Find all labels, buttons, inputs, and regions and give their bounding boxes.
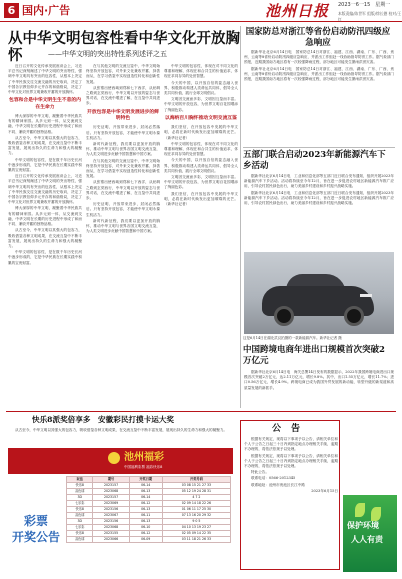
table-cell: 3D bbox=[67, 495, 93, 501]
paragraph: 从张骞出使西域到郑和七下西洋，从丝绸之路到玄奘西行，中华文明以开放的姿态与世界对话，在交流中增进了解，在互鉴中共同进步。 bbox=[86, 180, 160, 201]
table-cell: 2023157 bbox=[93, 483, 129, 489]
column-header: 玩法 bbox=[67, 477, 93, 483]
headline-cross-border-ecommerce: 中国跨境电商年进出口规模首次突破2万亿元 bbox=[243, 345, 385, 366]
table-cell: 06-09 bbox=[129, 537, 162, 543]
editor-credits: 本版责编/陈世军 组版/徐长德 校对/王红 bbox=[338, 11, 402, 22]
paragraph: 今天的中国，以开放自信的姿态融入世界，积极推动构建人类命运共同体，倡导全人类共同价值，践行全球文明倡议。 bbox=[164, 80, 238, 96]
paragraph: 从古至今，中华文明以其强大的包容力，吸收借鉴各种文明成果，在交流互鉴中不断丰富发展，展现出持久的生命力和强大的凝聚力。 bbox=[8, 135, 82, 156]
paragraph: 从古至今，中华文明以其强大的包容力，吸收借鉴各种文明成果，在交流互鉴中不断丰富发展，展现出持久的生命力和强大的凝聚力。 bbox=[15, 428, 228, 432]
article-column-3 bbox=[164, 64, 238, 404]
table-cell: 2023068 bbox=[93, 525, 129, 531]
article-subhead: 开放包容是中华文明发展进步的鲜明特色 bbox=[87, 109, 159, 122]
section-divider bbox=[6, 411, 396, 412]
table-cell: 03 11 18 21 26 33 bbox=[162, 537, 230, 543]
table-cell: 双色球 bbox=[67, 513, 93, 519]
table-cell: 02 09 14 18 22 26 bbox=[162, 501, 230, 507]
paragraph: 从张骞出使西域到郑和七下西洋，从丝绸之路到玄奘西行，中华文明以开放的姿态与世界对话，在交流中增进了解，在互鉴中共同进步。 bbox=[86, 85, 160, 106]
table-cell: 快乐8 bbox=[67, 483, 93, 489]
main-headline: 从中华文明包容性看中华文化开放胸怀 bbox=[8, 30, 240, 64]
car-wheel-shape bbox=[344, 306, 364, 326]
table-cell: 七乐彩 bbox=[67, 525, 93, 531]
lottery-article bbox=[8, 428, 236, 446]
lottery-ad bbox=[8, 448, 233, 572]
article-ev-countryside bbox=[244, 174, 394, 250]
paragraph: 新时代新征程，我们要以更加开放的胸怀，推动中华文明与世界各国文明交流互鉴，为人类文明进步贡献中国智慧和中国方案。 bbox=[86, 218, 160, 234]
notice-title: 公告 bbox=[271, 424, 310, 434]
table-cell: 2023157 bbox=[93, 495, 129, 501]
table-cell: 双色球 bbox=[67, 537, 93, 543]
paragraph: 中华文明的包容性，是在数千年历史长河中逐步形成的，它是中华民族在长期实践中积累的宝贵财富。 bbox=[8, 250, 82, 265]
public-notice bbox=[240, 420, 340, 570]
table-cell: 07 13 16 20 29 32 bbox=[162, 513, 230, 519]
paragraph: 据新华社北京6月14日电 国家防总14日对浙江、福建、江西、湖南、广东、广西、贵州、云南等8省份启动防汛四级应急响应，并派出工作组赴一线协助指导防汛工作。据气象部门预报，近期我国南方地区将有一次较强降雨过程，部分地区可能发生暴雨洪涝灾害。 bbox=[244, 66, 394, 82]
column-divider bbox=[240, 26, 241, 408]
table-cell: 06-13 bbox=[129, 507, 162, 513]
section-title: 国内·广告 bbox=[22, 4, 71, 17]
car-headlight-shape bbox=[360, 294, 372, 297]
paragraph: 根据有关规定，现将以下事项予以公告，请相关单位和个人于公告之日起三十日内到指定地点办理相关手续，逾期不办理的，将依法依规予以处理。 bbox=[244, 437, 338, 452]
paragraph: 根据有关规定，现将以下事项予以公告，请相关单位和个人于公告之日起三十日内到指定地点办理相关手续，逾期不办理的，将依法依规予以处理。 bbox=[244, 453, 338, 469]
paragraph: 在与其他文明的交流互鉴中，中华文明始终坚持开放包容，对外来文化兼收并蓄、择善而从，在学习借鉴中实现创造性转化和创新性发展。 bbox=[86, 64, 160, 84]
headline-flood-response: 国家防总对浙江等省份启动防汛四级应急响应 bbox=[245, 27, 391, 48]
lottery-subtitle: 中国福利彩票 福彩快乐8 bbox=[124, 465, 163, 469]
table-cell: 2023066 bbox=[93, 537, 129, 543]
paragraph: 据新华社北京6月14日电 海关总署14日发布的数据显示，2022年我国跨境电商进出口规模首次突破2万亿元，达2.11万亿元，增长9.8%。其中，出口1.55万亿元，增长11.7%；进口0.56万亿元，增长4.9%。跨境电商已成为我国外贸发展的新动能、转型升级的新渠道和高质量发展的新抓手。 bbox=[244, 370, 394, 390]
paragraph: 历史证明，开放带来进步，封闭必然落后。只有坚持开放包容，才能使中华文明永葆生机活力。 bbox=[86, 202, 160, 217]
lottery-logo-icon bbox=[108, 452, 120, 464]
paragraph: 从古至今，中华文明以其强大的包容力，吸收借鉴各种文明成果，在交流互鉴中不断丰富发展，展现出持久的生命力和强大的凝聚力。 bbox=[8, 228, 82, 248]
table-cell: 2023155 bbox=[93, 531, 129, 537]
table-cell: 02 05 09 14 22 35 bbox=[162, 531, 230, 537]
table-cell: 06-12 bbox=[129, 531, 162, 537]
paragraph: 博大深厚的中华文明，凝聚着中华民族共有的精神家园。从多元到一体，从交流到交融，中华文明在长期的历史进程中形成了和而不同、兼收并蓄的独特品格。 bbox=[8, 114, 82, 134]
paragraph: 特此公告。 bbox=[251, 470, 269, 475]
paragraph: 在与其他文明的交流互鉴中，中华文明始终坚持开放包容，对外来文化兼收并蓄、择善而从，在学习借鉴中实现创造性转化和创新性发展。 bbox=[86, 158, 160, 179]
paragraph: 新时代新征程，我们要以更加开放的胸怀，推动中华文明与世界各国文明交流互鉴，为人类文明进步贡献中国智慧和中国方案。 bbox=[86, 142, 160, 157]
paragraph: 文明因交流而多彩，文明因互鉴而丰富。中华文明的开放包容，为世界文明百花园增添了绚丽色彩。 bbox=[164, 97, 238, 112]
paragraph: 据新华社北京6月14日电 国家防总14日对浙江、福建、江西、湖南、广东、广西、贵州、云南等8省份启动防汛四级应急响应，并派出工作组赴一线协助指导防汛工作。据气象部门预报，近期我国南方地区将有一次较强降雨过程，部分地区可能发生暴雨洪涝灾害。 bbox=[244, 50, 394, 65]
lottery-side-label: 开奖公告 bbox=[11, 530, 60, 544]
paragraph: 中华文明的包容性，体现在对不同文化的尊重和理解，体现在和合共生的价值追求，体现在求同存异的处世智慧。 bbox=[164, 141, 238, 157]
article-cross-border-ecommerce bbox=[244, 370, 394, 410]
divider bbox=[243, 147, 395, 148]
paragraph: 博大深厚的中华文明，凝聚着中华民族共有的精神家园。从多元到一体，从交流到交融，中华文明在长期的历史进程中形成了和而不同、兼收并蓄的独特品格。 bbox=[8, 206, 82, 227]
leaf-icon bbox=[371, 507, 381, 521]
article-flood-response bbox=[244, 50, 394, 146]
table-cell: 4 7 2 bbox=[162, 495, 230, 501]
table-cell: 06-10 bbox=[129, 525, 162, 531]
ad-slogan-line-2: 人人有责 bbox=[351, 535, 383, 544]
issue-date: 2023一6一15 星期一 bbox=[338, 2, 391, 8]
column-header: 开奖号码 bbox=[162, 477, 230, 483]
paragraph: 据新华社北京6月14日电 工业和信息化部等五部门近日联合发布通知，组织开展2023年新能源汽车下乡活动。活动将持续至今年12月，旨在进一步促进农村地区新能源汽车推广应用，引导农村居民绿色出行，助力美丽乡村建设和乡村振兴战略实施。 bbox=[244, 190, 394, 206]
lottery-side-label: 彩票 bbox=[23, 514, 48, 528]
table-cell: 06-14 bbox=[129, 483, 162, 489]
lottery-results-table bbox=[66, 476, 231, 543]
ad-slogan-line-1: 保护环境 bbox=[347, 521, 379, 530]
table-cell: 快乐8 bbox=[67, 507, 93, 513]
headline-ev-countryside: 五部门联合启动2023年新能源汽车下乡活动 bbox=[243, 150, 386, 171]
table-cell: 2023068 bbox=[93, 489, 129, 495]
paragraph: 联系地址：池州市贵池区长江中路 bbox=[251, 482, 305, 487]
page-number: 6 bbox=[4, 3, 19, 18]
table-cell: 01 06 11 17 25 30 bbox=[162, 507, 230, 513]
table-cell: 9 0 5 bbox=[162, 519, 230, 525]
column-header: 期号 bbox=[93, 477, 129, 483]
car-wheel-shape bbox=[274, 306, 294, 326]
lottery-title: 池州福彩 bbox=[124, 452, 164, 463]
table-cell: 双色球 bbox=[67, 489, 93, 495]
column-header: 开奖日期 bbox=[129, 477, 162, 483]
table-cell: 05 12 19 24 28 31 bbox=[162, 489, 230, 495]
table-cell: 快乐8 bbox=[67, 531, 93, 537]
environment-ad bbox=[343, 495, 397, 572]
notice-body bbox=[244, 437, 338, 567]
table-cell: 06-12 bbox=[129, 501, 162, 507]
paragraph: 近日召开的文化传承发展座谈会上，习近平总书记深刻阐述了中华文明的突出特性，强调中华文明具有突出的包容性，从根本上决定了中华民族交往交流交融的历史取向，决定了中国各宗教信仰多元并存的和谐格局，决定了中华文化对世界文明兼收并蓄的开放胸怀。 bbox=[8, 174, 82, 205]
paragraph: 据新华社北京6月14日电 工业和信息化部等五部门近日联合发布通知，组织开展2023年新能源汽车下乡活动。活动将持续至今年12月，旨在进一步促进农村地区新能源汽车推广应用，引导农村居民绿色出行，助力美丽乡村建设和乡村振兴战略实施。 bbox=[244, 174, 394, 189]
table-cell: 06-13 bbox=[129, 489, 162, 495]
photo-caption: 这是6月14日在湖北武汉拍摄的一款新能源汽车。新华社记者 摄 bbox=[243, 336, 342, 340]
paragraph: 联系电话：0566-2012345 bbox=[251, 476, 296, 481]
paragraph: 我们坚信，在开放包容中发展的中华文明，必将在新时代焕发出更加璀璨的光芒。（新华社记者） bbox=[164, 125, 238, 140]
paragraph: 近日召开的文化传承发展座谈会上，习近平总书记深刻阐述了中华文明的突出特性，强调中华文明具有突出的包容性，从根本上决定了中华民族交往交流交融的历史取向，决定了中国各宗教信仰多元并存的和谐格局，决定了中华文化对世界文明兼收并蓄的开放胸怀。 bbox=[8, 64, 82, 95]
table-cell: 06-11 bbox=[129, 513, 162, 519]
news-photo-car bbox=[244, 252, 394, 334]
table-cell: 06-13 bbox=[129, 519, 162, 525]
table-cell: 2023156 bbox=[93, 519, 129, 525]
article-column-1 bbox=[8, 64, 82, 404]
paragraph: 中华文明的包容性，是在数千年历史长河中逐步形成的，它是中华民族在长期实践中积累的宝贵财富。 bbox=[8, 157, 82, 173]
table-cell: 2023067 bbox=[93, 513, 129, 519]
article-subhead: 以海纳百川胸怀推动文明交流互鉴 bbox=[165, 115, 237, 121]
article-column-2 bbox=[86, 64, 160, 404]
page-header bbox=[0, 0, 402, 22]
table-row bbox=[67, 537, 231, 543]
main-subtitle: ——中华文明的突出特性系列述评之五 bbox=[48, 50, 167, 58]
paragraph: 中华文明的包容性，体现在对不同文化的尊重和理解，体现在和合共生的价值追求，体现在求同存异的处世智慧。 bbox=[164, 64, 238, 79]
table-cell: 04 10 13 19 23 27 bbox=[162, 525, 230, 531]
table-cell: 2023156 bbox=[93, 507, 129, 513]
table-cell: 06-14 bbox=[129, 495, 162, 501]
table-cell: 七乐彩 bbox=[67, 501, 93, 507]
paragraph: 我们坚信，在开放包容中发展的中华文明，必将在新时代焕发出更加璀璨的光芒。（新华社记者） bbox=[164, 191, 238, 207]
newspaper-masthead: 池州日报 bbox=[265, 2, 330, 20]
paragraph: 2023年6月15日 bbox=[311, 488, 338, 493]
article-subhead: 包容和合是中华文明生生不息的内在生命力 bbox=[9, 98, 81, 110]
lottery-headline: 快乐8派奖倍享多 安徽彩民打摸卡运大奖 bbox=[32, 415, 174, 424]
lottery-banner bbox=[8, 448, 233, 474]
paragraph: 文明因交流而多彩，文明因互鉴而丰富。中华文明的开放包容，为世界文明百花园增添了绚丽色彩。 bbox=[164, 175, 238, 190]
paragraph: 今天的中国，以开放自信的姿态融入世界，积极推动构建人类命运共同体，倡导全人类共同价值，践行全球文明倡议。 bbox=[164, 158, 238, 173]
table-cell: 03 08 15 21 27 33 bbox=[162, 483, 230, 489]
paragraph: 历史证明，开放带来进步，封闭必然落后。只有坚持开放包容，才能使中华文明永葆生机活力。 bbox=[86, 125, 160, 140]
table-cell: 3D bbox=[67, 519, 93, 525]
leaf-icon bbox=[355, 503, 365, 517]
table-cell: 2023069 bbox=[93, 501, 129, 507]
